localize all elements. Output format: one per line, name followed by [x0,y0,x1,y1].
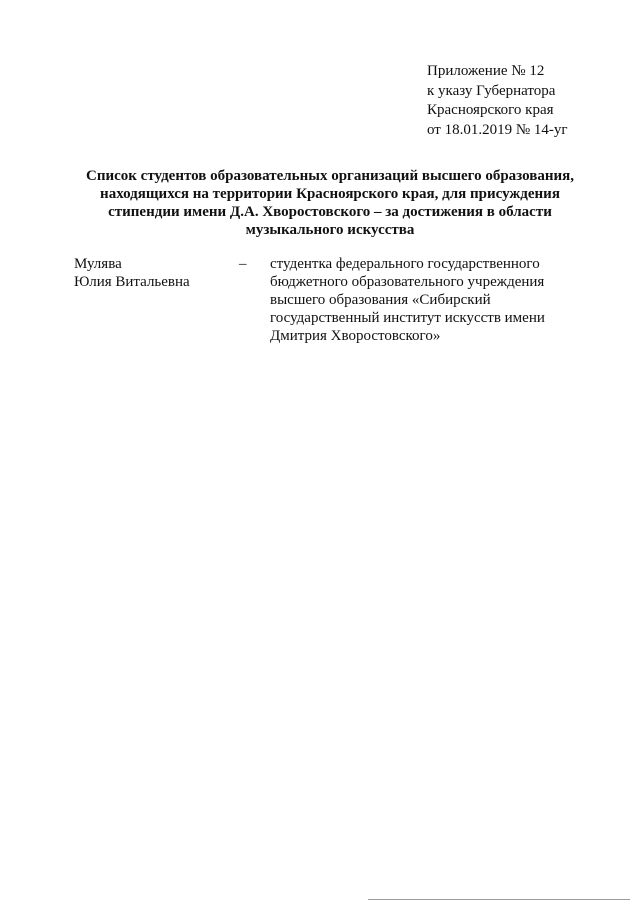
description-line: Дмитрия Хворостовского» [270,328,441,344]
student-given-names: Юлия Витальевна [74,274,190,290]
description-line: высшего образования «Сибирский [270,292,491,308]
description-line: государственный институт искусств имени [270,310,545,326]
student-description [270,255,590,345]
title-line: стипендии имени Д.А. Хворостовского – за достижения в области [108,204,552,220]
bottom-rule [368,899,630,900]
document-title [60,167,600,239]
description-line: бюджетного образовательного учреждения [270,274,545,290]
entry-dash: – [239,256,247,272]
appendix-line: Красноярского края [427,102,554,118]
title-line: находящихся на территории Красноярского края, для присуждения [100,186,560,202]
appendix-header [427,62,627,140]
appendix-line: Приложение № 12 [427,63,545,79]
student-name [74,255,234,291]
appendix-line: от 18.01.2019 № 14-уг [427,121,568,138]
student-surname: Мулява [74,256,122,272]
appendix-line: к указу Губернатора [427,82,556,99]
title-line: музыкального искусства [245,222,415,238]
description-line: студентка федерального государственного [270,256,540,272]
title-line: Список студентов образовательных организаций высшего образования, [86,168,574,184]
